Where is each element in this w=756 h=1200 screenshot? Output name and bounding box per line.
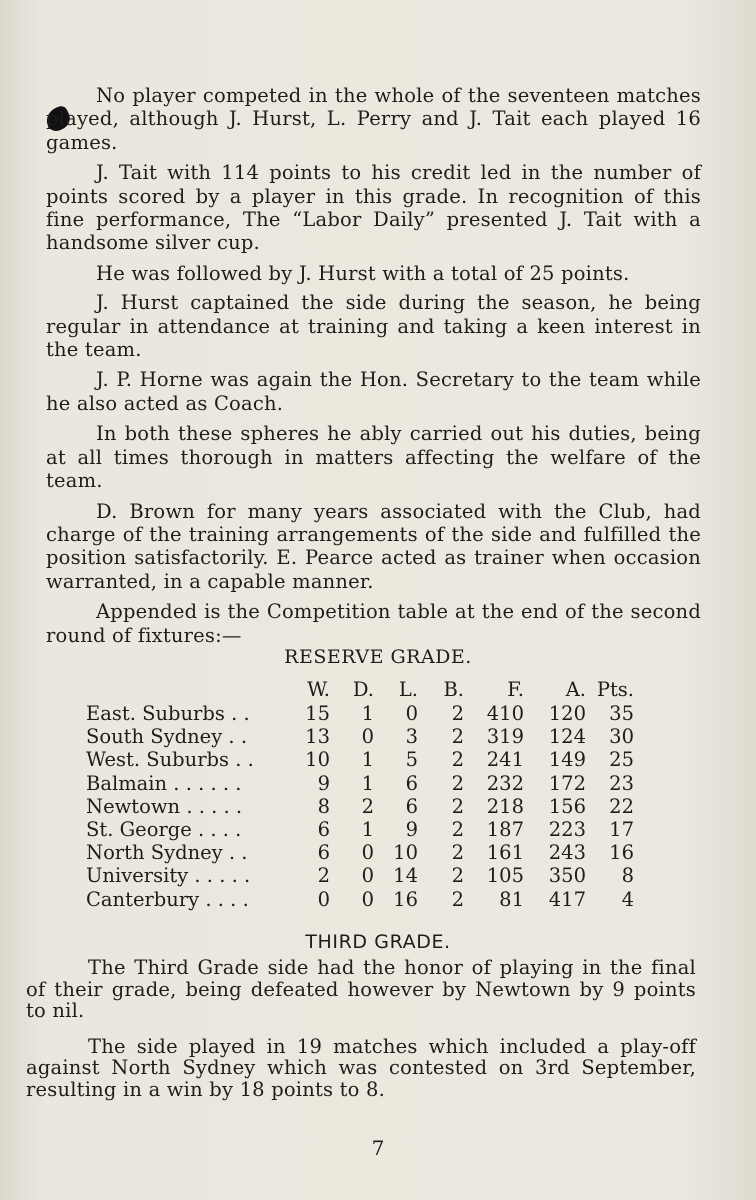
column-header: L. bbox=[398, 678, 418, 702]
table-row bbox=[86, 841, 634, 864]
third-grade-heading: THIRD GRADE. bbox=[305, 931, 451, 953]
competition-points: 8 bbox=[621, 864, 634, 888]
third-grade-text bbox=[26, 957, 696, 1114]
wins: 6 bbox=[317, 841, 330, 865]
points-against: 243 bbox=[548, 841, 586, 865]
page-number: 7 bbox=[371, 1136, 385, 1160]
points-against: 223 bbox=[548, 818, 586, 842]
points-for: 319 bbox=[486, 725, 524, 749]
points-for: 81 bbox=[499, 887, 524, 911]
draws: 0 bbox=[361, 841, 374, 865]
draws: 2 bbox=[361, 794, 374, 818]
table-row bbox=[86, 888, 634, 911]
table-row bbox=[86, 725, 634, 748]
wins: 13 bbox=[305, 725, 330, 749]
points-against: 156 bbox=[548, 794, 586, 818]
column-header: F. bbox=[507, 678, 524, 702]
points-for: 161 bbox=[486, 841, 524, 865]
team-name: Canterbury . . . . bbox=[86, 887, 249, 911]
competition-points: 17 bbox=[609, 818, 634, 842]
draws: 0 bbox=[361, 725, 374, 749]
paragraph: J. P. Horne was again the Hon. Secretary to the team while he also acted as Coach. bbox=[46, 368, 701, 415]
team-name: University . . . . . bbox=[86, 864, 251, 888]
losses: 6 bbox=[405, 794, 418, 818]
competition-points: 30 bbox=[609, 725, 634, 749]
table-row bbox=[86, 772, 634, 795]
table-row bbox=[86, 748, 634, 771]
team-column-header bbox=[86, 678, 290, 702]
wins: 8 bbox=[317, 794, 330, 818]
losses: 5 bbox=[405, 748, 418, 772]
points-for: 241 bbox=[486, 748, 524, 772]
team-name: St. George . . . . bbox=[86, 818, 242, 842]
table-row bbox=[86, 818, 634, 841]
draws: 1 bbox=[361, 702, 374, 725]
table-row bbox=[86, 864, 634, 887]
reserve-grade-heading: RESERVE GRADE. bbox=[284, 646, 472, 668]
wins: 10 bbox=[305, 748, 330, 772]
losses: 3 bbox=[405, 725, 418, 749]
points-for: 232 bbox=[486, 771, 524, 795]
table-row bbox=[86, 702, 634, 725]
byes: 2 bbox=[451, 725, 464, 749]
column-header: Pts. bbox=[596, 678, 634, 702]
byes: 2 bbox=[451, 771, 464, 795]
paragraph: The side played in 19 matches which included a play-off against North Sydney which was contested on 3rd September, resulting in a win by 18 points to 8. bbox=[26, 1034, 696, 1101]
paragraph: The Third Grade side had the honor of playing in the final of their grade, being defeated however by Newtown by 9 points to nil. bbox=[26, 956, 696, 1022]
paragraph: J. Tait with 114 points to his credit led in the number of points scored by a player in this grade. In recognition of this fine performance, The “Labor Daily” presented J. Tait with a handsome silver cup. bbox=[46, 161, 701, 255]
byes: 2 bbox=[451, 794, 464, 818]
byes: 2 bbox=[451, 841, 464, 865]
paragraph: In both these spheres he ably carried out his duties, being at all times thorough in matters affecting the welfare of the team. bbox=[46, 422, 701, 493]
losses: 14 bbox=[393, 864, 418, 888]
table-row bbox=[86, 795, 634, 818]
draws: 0 bbox=[361, 864, 374, 888]
paragraph: Appended is the Competition table at the end of the second round of fixtures:— bbox=[46, 600, 701, 647]
competition-points: 4 bbox=[621, 887, 634, 911]
points-for: 187 bbox=[486, 818, 524, 842]
wins: 9 bbox=[317, 771, 330, 795]
wins: 15 bbox=[305, 702, 330, 725]
competition-points: 23 bbox=[609, 771, 634, 795]
points-against: 350 bbox=[548, 864, 586, 888]
column-header: W. bbox=[307, 678, 330, 702]
competition-points: 22 bbox=[609, 794, 634, 818]
losses: 6 bbox=[405, 771, 418, 795]
team-name: North Sydney . . bbox=[86, 841, 248, 865]
points-for: 105 bbox=[486, 864, 524, 888]
team-name: West. Suburbs . . bbox=[86, 748, 254, 772]
points-against: 120 bbox=[548, 702, 586, 725]
body-text bbox=[46, 84, 701, 654]
losses: 10 bbox=[393, 841, 418, 865]
draws: 1 bbox=[361, 748, 374, 772]
competition-table bbox=[86, 678, 634, 911]
team-name: Balmain . . . . . . bbox=[86, 771, 242, 795]
competition-points: 35 bbox=[609, 702, 634, 725]
column-header: A. bbox=[565, 678, 586, 702]
points-against: 149 bbox=[548, 748, 586, 772]
table-header-row bbox=[86, 678, 634, 702]
competition-points: 16 bbox=[609, 841, 634, 865]
losses: 0 bbox=[405, 702, 418, 725]
points-against: 124 bbox=[548, 725, 586, 749]
team-name: South Sydney . . bbox=[86, 725, 248, 749]
draws: 1 bbox=[361, 771, 374, 795]
column-header: D. bbox=[352, 678, 374, 702]
paragraph: No player competed in the whole of the seventeen matches played, although J. Hurst, L. Perry and J. Tait each played 16 games. bbox=[46, 84, 701, 154]
paragraph: D. Brown for many years associated with the Club, had charge of the training arrangements of the side and fulfilled the position satisfactorily. E. Pearce acted as trainer when occasion warranted, in a capable manner. bbox=[46, 499, 701, 593]
points-for: 410 bbox=[486, 702, 524, 725]
paragraph: J. Hurst captained the side during the season, he being regular in attendance at training and taking a keen interest in the team. bbox=[46, 291, 701, 362]
wins: 0 bbox=[317, 887, 330, 911]
draws: 1 bbox=[361, 818, 374, 842]
team-name: Newtown . . . . . bbox=[86, 794, 243, 818]
points-for: 218 bbox=[486, 794, 524, 818]
byes: 2 bbox=[451, 702, 464, 725]
team-name: East. Suburbs . . bbox=[86, 702, 250, 725]
draws: 0 bbox=[361, 887, 374, 911]
paragraph: He was followed by J. Hurst with a total of 25 points. bbox=[96, 261, 630, 285]
byes: 2 bbox=[451, 887, 464, 911]
byes: 2 bbox=[451, 818, 464, 842]
losses: 9 bbox=[405, 818, 418, 842]
column-header: B. bbox=[443, 678, 464, 702]
points-against: 172 bbox=[548, 771, 586, 795]
competition-points: 25 bbox=[609, 748, 634, 772]
wins: 6 bbox=[317, 818, 330, 842]
wins: 2 bbox=[317, 864, 330, 888]
byes: 2 bbox=[451, 748, 464, 772]
points-against: 417 bbox=[548, 887, 586, 911]
byes: 2 bbox=[451, 864, 464, 888]
losses: 16 bbox=[393, 887, 418, 911]
